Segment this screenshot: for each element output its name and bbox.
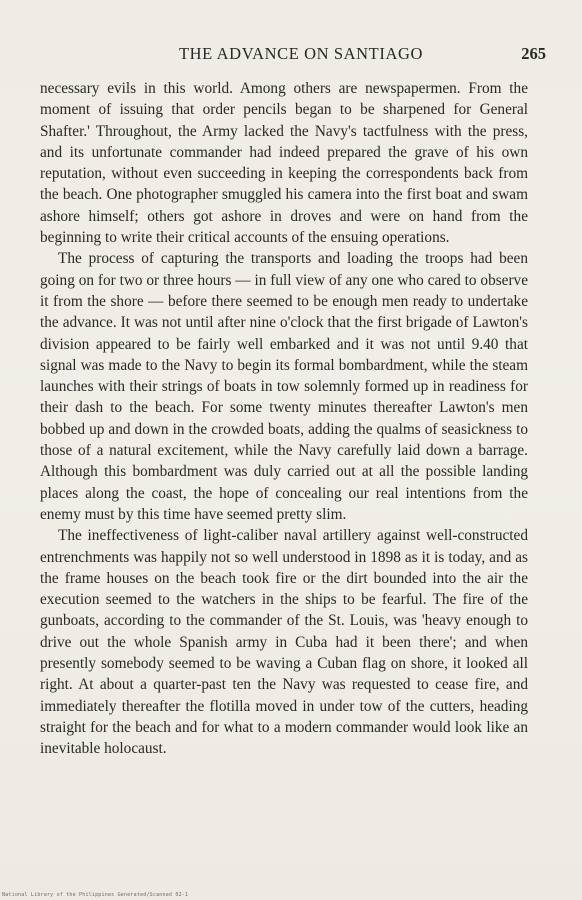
paragraph-3: The ineffectiveness of light-caliber naval artillery against well-constructed entrenchments was happily not so well understood in 1898 as it is today, and as the frame houses on the beach took fire or the dirt bounded into the air the execution seemed to the watchers in the ships to be fearful. The fire of the gunboats, according to the commander of the St. Louis, was 'heavy enough to drive out the whole Spanish army in Cuba had it been there'; and when presently somebody seemed to be waving a Cuban flag on shore, it looked all right. At about a quarter-past ten the Navy was requested to cease fire, and immediately thereafter the flotilla moved in under tow of the cutters, heading straight for the beach and for what to a modern commander would look like an inevitable holocaust.	[40, 527, 528, 758]
scan-identifier: National Library of the Philippines Generated/Scanned 02-1	[2, 892, 189, 898]
running-head: THE ADVANCE ON SANTIAGO	[178, 44, 424, 63]
page-header	[40, 44, 546, 68]
body-text	[40, 78, 528, 760]
paragraph-2: The process of capturing the transports and loading the troops had been going on for two or three hours — in full view of any one who cared to observe it from the shore — before there seemed to be enough men ready to undertake the advance. It was not until after nine o'clock that the first brigade of Lawton's division appeared to be fairly well embarked and it was not until 9.40 that signal was made to the Navy to begin its formal bombardment, while the steam launches with their strings of boats in tow solemnly formed up in readiness for their dash to the beach. For some twenty minutes thereafter Lawton's men bobbed up and down in the crowded boats, adding the qualms of seasickness to those of a natural excitement, while the Navy carefully laid down a barrage. Although this bombardment was duly carried out at all the possible landing places along the coast, the hope of concealing our real intentions from the enemy must by this time have seemed pretty slim.	[40, 250, 528, 523]
paragraph-1: necessary evils in this world. Among others are newspapermen. From the moment of issuing that order pencils began to be sharpened for General Shafter.' Throughout, the Army lacked the Navy's tactfulness with the press, and its unfortunate commander had indeed prepared the grave of his own reputation, without even succeeding in keeping the correspondents back from the beach. One photographer smuggled his camera into the first boat and swam ashore himself; others got ashore in droves and were on hand from the beginning to write their critical accounts of the ensuing operations.	[40, 80, 528, 247]
page-number: 265	[521, 44, 546, 63]
